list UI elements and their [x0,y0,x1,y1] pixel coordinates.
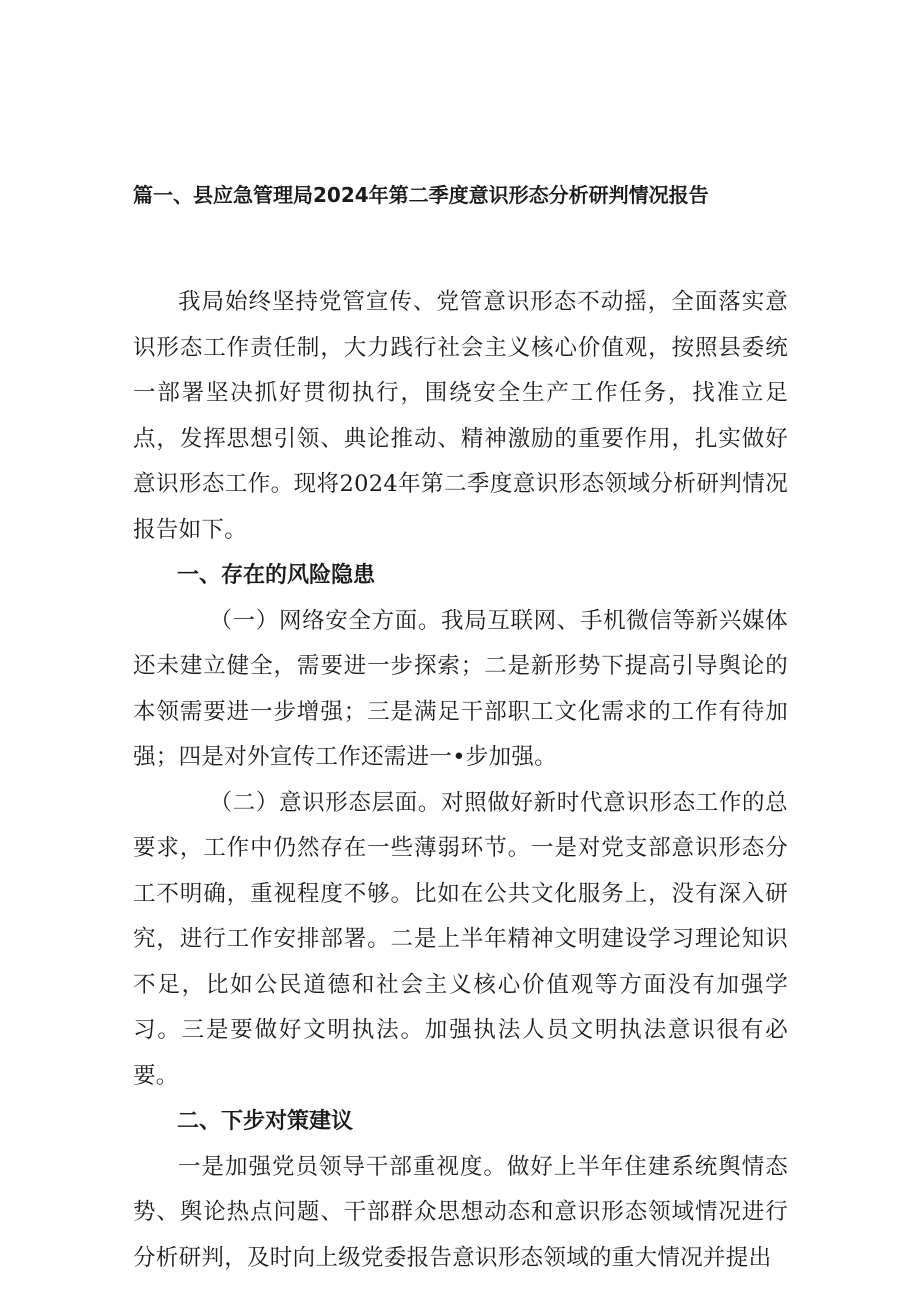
document-body [133,280,788,1281]
section-heading-countermeasures: 二、下步对策建议 [177,1109,354,1134]
intro-paragraph: 我局始终坚持党管宣传、党管意识形态不动摇，全面落实意识形态工作责任制，大力践行社会主义核心价值观，按照县委统一部署坚决抓好贯彻执行，围绕安全生产工作任务，找准立足点，发挥思想引领、典论推动、精神激励的重要作用，扎实做好意识形态工作。现将2024年第二季度意识形态领域分析研判情况报告如下。 [133,289,788,543]
document-title: 篇一、县应急管理局2024年第二季度意识形态分析研判情况报告 [133,183,709,207]
risk-item-network-security: （一）网络安全方面。我局互联网、手机微信等新兴媒体还未建立健全，需要进一步探索；二是新形势下提高引导舆论的本领需要进一步增强；三是满足干部职工文化需求的工作有待加强；四是对外宣传工作还需进一•步加强。 [133,607,788,770]
countermeasure-paragraph: 一是加强党员领导干部重视度。做好上半年住建系统舆情态势、舆论热点问题、干部群众思想动态和意识形态领域情况进行分析研判，及时向上级党委报告意识形态领域的重大情况并提出 [133,1153,788,1271]
risk-item-ideology: （二）意识形态层面。对照做好新时代意识形态工作的总要求，工作中仍然存在一些薄弱环节。一是对党支部意识形态分工不明确，重视程度不够。比如在公共文化服务上，没有深入研究，进行工作安排部署。二是上半年精神文明建设学习理论知识不足，比如公民道德和社会主义核心价值观等方面没有加强学习。三是要做好文明执法。加强执法人员文明执法意识很有必要。 [133,789,788,1089]
section-heading-risks: 一、存在的风险隐患 [177,563,376,588]
